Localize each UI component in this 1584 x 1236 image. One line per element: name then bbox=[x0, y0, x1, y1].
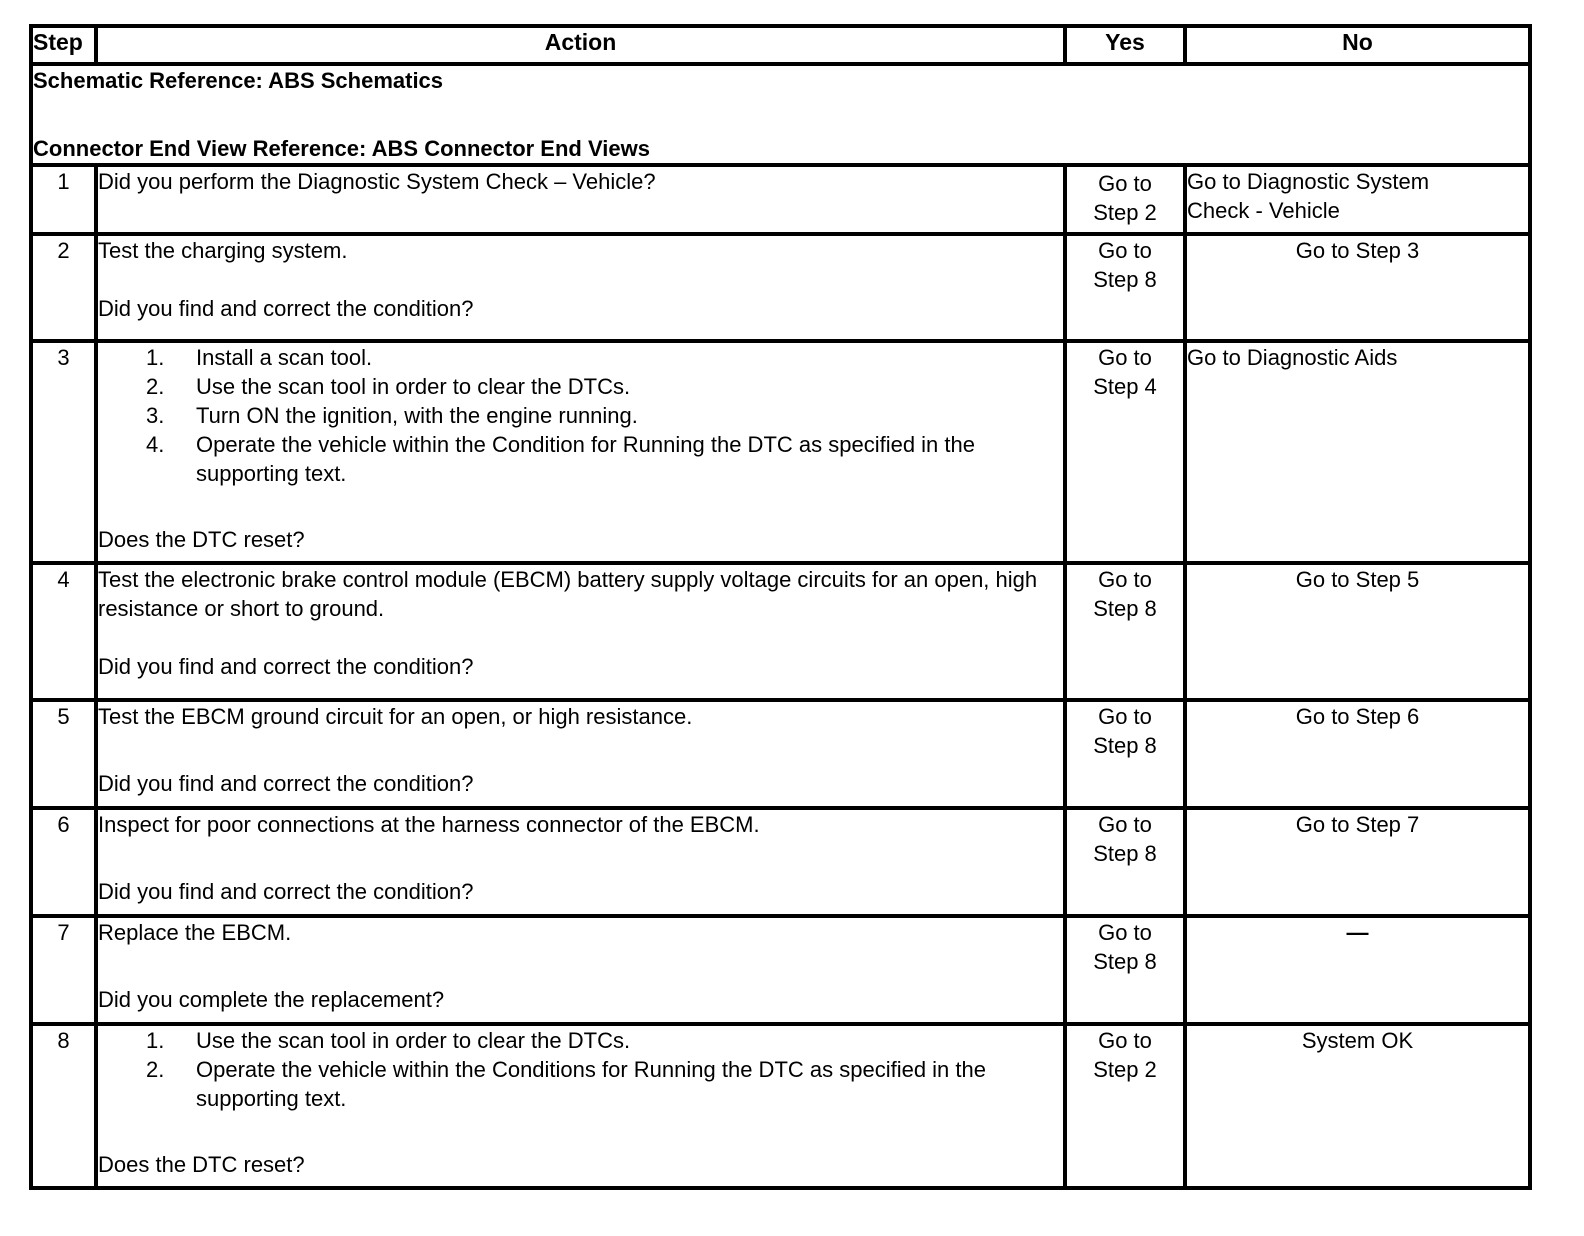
no-cell: Go to Step 7 bbox=[1185, 808, 1530, 916]
table-row bbox=[31, 808, 1530, 916]
yes-go-to: Go to bbox=[1098, 812, 1152, 837]
yes-go-to: Go to bbox=[1098, 1028, 1152, 1053]
yes-cell bbox=[1065, 234, 1185, 341]
table-row bbox=[31, 563, 1530, 700]
list-item: 1. Install a scan tool. bbox=[146, 345, 373, 370]
list-item-text: Use the scan tool in order to clear the DTCs. bbox=[196, 1028, 631, 1053]
no-cell bbox=[1185, 165, 1530, 234]
step-number: 7 bbox=[31, 916, 96, 1024]
no-text-line1: Go to Diagnostic System bbox=[1187, 169, 1430, 194]
list-item-text: Use the scan tool in order to clear the DTCs. bbox=[196, 374, 631, 399]
list-item-text: Turn ON the ignition, with the engine running. bbox=[196, 403, 638, 428]
yes-step: Step 8 bbox=[1093, 733, 1157, 758]
no-cell: Go to Step 3 bbox=[1185, 234, 1530, 341]
action-text: Test the electronic brake control module (EBCM) battery supply voltage circuits for an open, high resistance or short to ground. bbox=[98, 567, 1038, 621]
list-item: 3. Turn ON the ignition, with the engine running. bbox=[146, 403, 638, 428]
no-cell: Go to Step 5 bbox=[1185, 563, 1530, 700]
yes-step: Step 8 bbox=[1093, 841, 1157, 866]
action-question: Did you find and correct the condition? bbox=[98, 771, 474, 796]
action-question: Did you find and correct the condition? bbox=[98, 654, 474, 679]
no-cell: Go to Diagnostic Aids bbox=[1185, 341, 1530, 563]
yes-step: Step 8 bbox=[1093, 596, 1157, 621]
procedure-list bbox=[98, 1026, 1063, 1113]
action-question: Did you complete the replacement? bbox=[98, 987, 445, 1012]
table-row bbox=[31, 916, 1530, 1024]
action-question: Does the DTC reset? bbox=[98, 1152, 305, 1177]
no-text-line2: Check - Vehicle bbox=[1187, 198, 1340, 223]
yes-go-to: Go to bbox=[1098, 567, 1152, 592]
action-cell bbox=[96, 1024, 1065, 1188]
action-cell bbox=[96, 916, 1065, 1024]
list-item-text: Install a scan tool. bbox=[196, 345, 373, 370]
yes-cell bbox=[1065, 563, 1185, 700]
no-cell: — bbox=[1185, 916, 1530, 1024]
action-question: Does the DTC reset? bbox=[98, 527, 305, 552]
reference-row bbox=[31, 64, 1530, 165]
table-row bbox=[31, 165, 1530, 234]
yes-cell bbox=[1065, 808, 1185, 916]
yes-cell bbox=[1065, 341, 1185, 563]
action-text: Test the charging system. bbox=[98, 238, 348, 263]
yes-step: Step 8 bbox=[1093, 949, 1157, 974]
yes-step: Step 2 bbox=[1093, 200, 1157, 225]
action-text: Did you perform the Diagnostic System Check – Vehicle? bbox=[98, 169, 656, 194]
action-text: Inspect for poor connections at the harness connector of the EBCM. bbox=[98, 812, 760, 837]
step-number: 5 bbox=[31, 700, 96, 808]
header-step: Step bbox=[31, 26, 96, 64]
action-cell bbox=[96, 563, 1065, 700]
connector-reference: Connector End View Reference: ABS Connector End Views bbox=[33, 136, 650, 161]
yes-go-to: Go to bbox=[1098, 704, 1152, 729]
table-row bbox=[31, 1024, 1530, 1188]
header-no: No bbox=[1185, 26, 1530, 64]
yes-go-to: Go to bbox=[1098, 920, 1152, 945]
action-question: Did you find and correct the condition? bbox=[98, 296, 474, 321]
yes-go-to: Go to bbox=[1098, 171, 1152, 196]
header-yes: Yes bbox=[1065, 26, 1185, 64]
action-cell bbox=[96, 341, 1065, 563]
yes-cell bbox=[1065, 916, 1185, 1024]
yes-cell bbox=[1065, 1024, 1185, 1188]
yes-go-to: Go to bbox=[1098, 345, 1152, 370]
header-row bbox=[31, 26, 1530, 64]
yes-cell bbox=[1065, 165, 1185, 234]
table-row bbox=[31, 700, 1530, 808]
yes-cell bbox=[1065, 700, 1185, 808]
no-cell: System OK bbox=[1185, 1024, 1530, 1188]
procedure-list bbox=[98, 343, 1063, 488]
table-row bbox=[31, 341, 1530, 563]
list-item: 1. Use the scan tool in order to clear the DTCs. bbox=[146, 1028, 631, 1053]
action-cell bbox=[96, 700, 1065, 808]
step-number: 6 bbox=[31, 808, 96, 916]
yes-step: Step 2 bbox=[1093, 1057, 1157, 1082]
list-item: 2. Use the scan tool in order to clear the DTCs. bbox=[146, 374, 631, 399]
no-cell: Go to Step 6 bbox=[1185, 700, 1530, 808]
step-number: 3 bbox=[31, 341, 96, 563]
diagnostic-table bbox=[29, 24, 1532, 1190]
list-item: 4. Operate the vehicle within the Condition for Running the DTC as specified in the supporting text. bbox=[98, 430, 1063, 488]
action-cell bbox=[96, 234, 1065, 341]
list-item-text: Operate the vehicle within the Conditions for Running the DTC as specified in the supporting text. bbox=[196, 1057, 986, 1111]
schematic-reference: Schematic Reference: ABS Schematics bbox=[33, 68, 444, 93]
list-item: 2. Operate the vehicle within the Conditions for Running the DTC as specified in the supporting text. bbox=[98, 1055, 1063, 1113]
action-cell bbox=[96, 165, 1065, 234]
yes-step: Step 8 bbox=[1093, 267, 1157, 292]
header-action: Action bbox=[96, 26, 1065, 64]
yes-step: Step 4 bbox=[1093, 374, 1157, 399]
step-number: 4 bbox=[31, 563, 96, 700]
action-question: Did you find and correct the condition? bbox=[98, 879, 474, 904]
action-cell bbox=[96, 808, 1065, 916]
step-number: 8 bbox=[31, 1024, 96, 1188]
step-number: 2 bbox=[31, 234, 96, 341]
action-text: Replace the EBCM. bbox=[98, 920, 292, 945]
step-number: 1 bbox=[31, 165, 96, 234]
list-item-text: Operate the vehicle within the Condition for Running the DTC as specified in the supporting text. bbox=[196, 432, 975, 486]
yes-go-to: Go to bbox=[1098, 238, 1152, 263]
action-text: Test the EBCM ground circuit for an open, or high resistance. bbox=[98, 704, 693, 729]
reference-cell bbox=[31, 64, 1530, 165]
table-row bbox=[31, 234, 1530, 341]
